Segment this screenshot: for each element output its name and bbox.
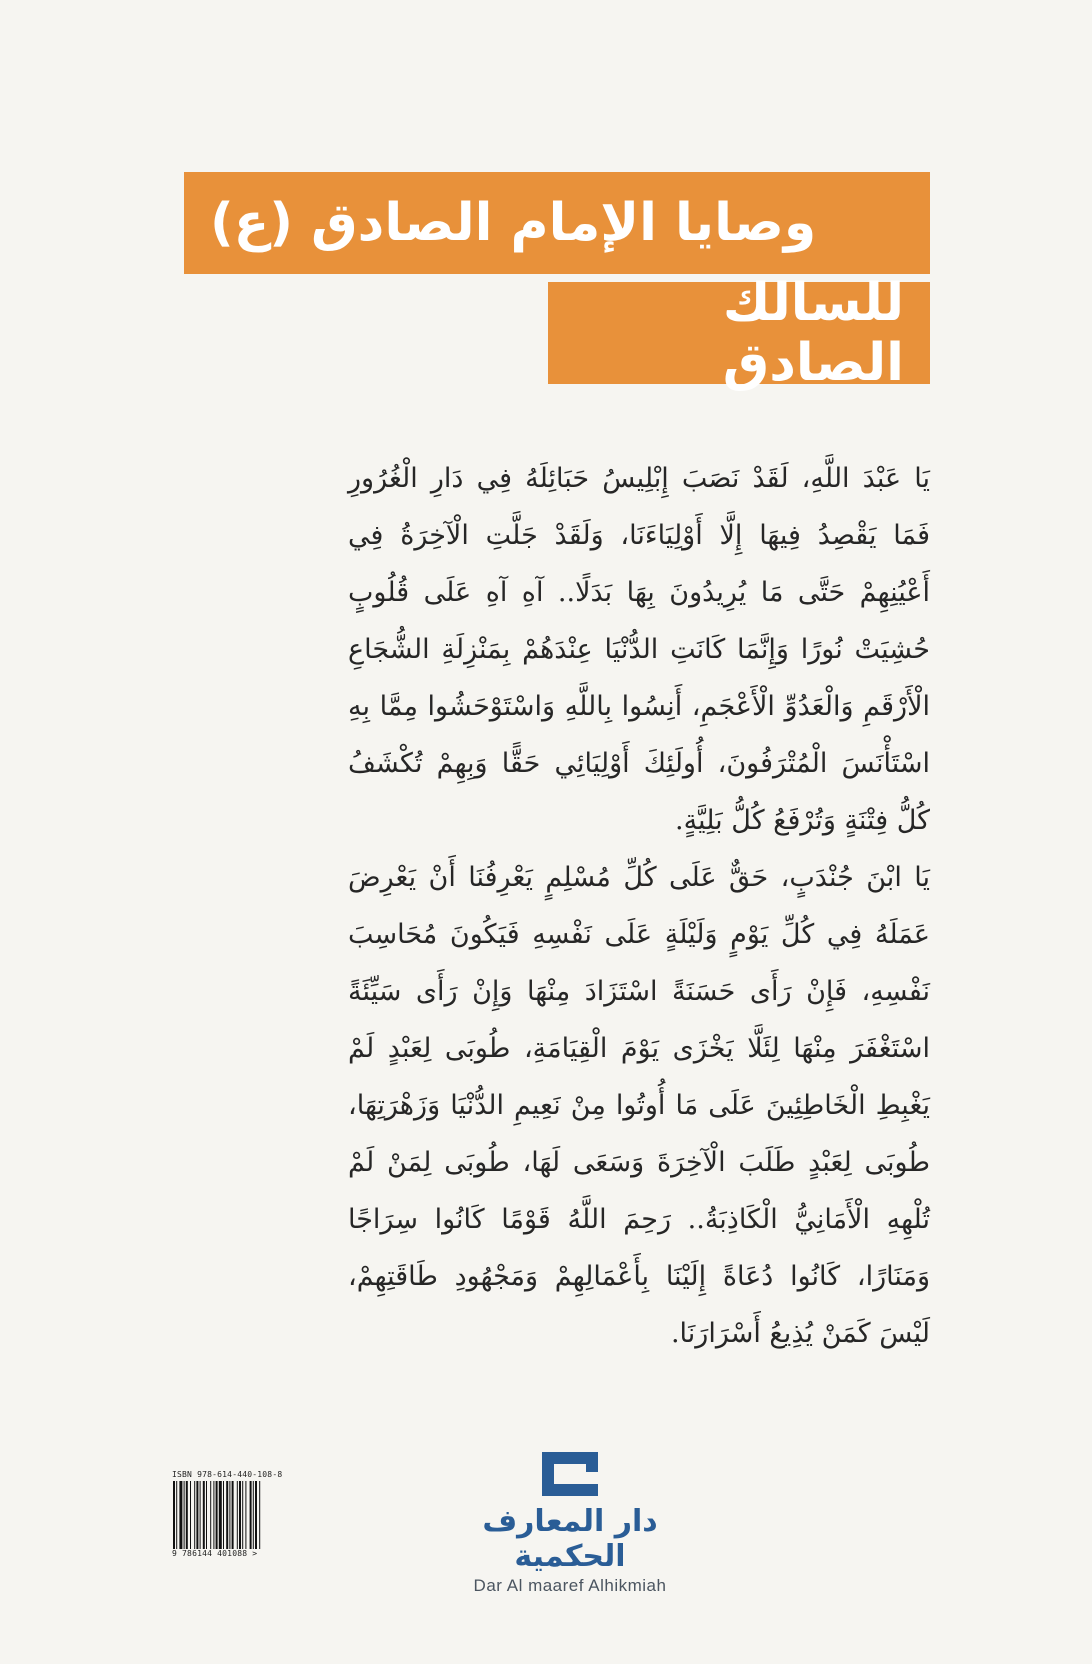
- publisher-name-english: Dar Al maaref Alhikmiah: [473, 1576, 667, 1595]
- paragraph-1: يَا عَبْدَ اللَّهِ، لَقَدْ نَصَبَ إِبْلِيسُ حَبَائِلَهُ فِي دَارِ الْغُرُورِ فَمَا يَقْصِدُ فِيهَا إِلَّا أَوْلِيَاءَنَا، وَلَقَدْ جَلَّتِ الْآخِرَةُ فِي أَعْيُنِهِمْ حَتَّى مَا يُرِيدُونَ بِهَا بَدَلًا.. آهِ آهِ عَلَى قُلُوبٍ حُشِيَتْ نُورًا وَإِنَّمَا كَانَتِ الدُّنْيَا عِنْدَهُمْ بِمَنْزِلَةِ الشُّجَاعِ الْأَرْقَمِ وَالْعَدُوِّ الْأَعْجَمِ، أَنِسُوا بِاللَّهِ وَاسْتَوْحَشُوا مِمَّا بِهِ اسْتَأْنَسَ الْمُتْرَفُونَ، أُولَئِكَ أَوْلِيَائِي حَقًّا وَبِهِمْ تُكْشَفُ كُلُّ فِتْنَةٍ وَتُرْفَعُ كُلُّ بَلِيَّةٍ.: [348, 463, 930, 836]
- book-title-line-2-text: للسالك الصادق: [722, 273, 904, 393]
- barcode-digits: 9 786144 401088 >: [172, 1549, 258, 1558]
- publisher-name-arabic: دار المعارف الحكمية: [482, 1504, 658, 1574]
- book-title-line-1-text: وصايا الإمام الصادق (ع): [210, 193, 817, 253]
- back-cover-text: [348, 450, 930, 1362]
- isbn-barcode: [172, 1470, 300, 1558]
- isbn-label: ISBN 978-614-440-108-8: [172, 1470, 283, 1479]
- publisher-mark-icon: [532, 1450, 608, 1498]
- barcode-bars: [172, 1481, 300, 1549]
- book-title-line-1: [184, 172, 930, 274]
- paragraph-2: يَا ابْنَ جُنْدَبٍ، حَقٌّ عَلَى كُلِّ مُسْلِمٍ يَعْرِفُنَا أَنْ يَعْرِضَ عَمَلَهُ فِي كُلِّ يَوْمٍ وَلَيْلَةٍ عَلَى نَفْسِهِ فَيَكُونَ مُحَاسِبَ نَفْسِهِ، فَإِنْ رَأَى حَسَنَةً اسْتَزَادَ مِنْهَا وَإِنْ رَأَى سَيِّئَةً اسْتَغْفَرَ مِنْهَا لِئَلَّا يَخْزَى يَوْمَ الْقِيَامَةِ، طُوبَى لِعَبْدٍ لَمْ يَغْبِطِ الْخَاطِئِينَ عَلَى مَا أُوتُوا مِنْ نَعِيمِ الدُّنْيَا وَزَهْرَتِهَا، طُوبَى لِعَبْدٍ طَلَبَ الْآخِرَةَ وَسَعَى لَهَا، طُوبَى لِمَنْ لَمْ تُلْهِهِ الْأَمَانِيُّ الْكَاذِبَةُ.. رَحِمَ اللَّهُ قَوْمًا كَانُوا سِرَاجًا وَمَنَارًا، كَانُوا دُعَاةً إِلَيْنَا بِأَعْمَالِهِمْ وَمَجْهُودِ طَاقَتِهِمْ، لَيْسَ كَمَنْ يُذِيعُ أَسْرَارَنَا.: [348, 862, 930, 1349]
- publisher-logo: [440, 1450, 700, 1596]
- book-title-line-2: [548, 273, 930, 393]
